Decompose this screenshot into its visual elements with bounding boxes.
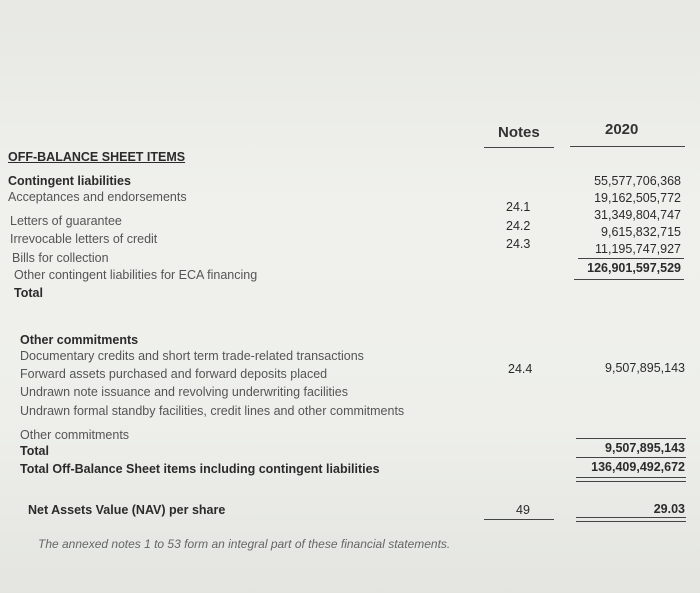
contingent-row-label: Acceptances and endorsements bbox=[8, 190, 187, 204]
contingent-liabilities-title: Contingent liabilities bbox=[8, 174, 131, 188]
contingent-row-label: Other contingent liabilities for ECA financing bbox=[14, 268, 258, 282]
grand-total-double-rule bbox=[576, 477, 686, 482]
contingent-row-value: 19,162,505,772 bbox=[594, 191, 681, 205]
other-total-value: 9,507,895,143 bbox=[605, 441, 685, 455]
contingent-row-value: 31,349,804,747 bbox=[594, 208, 681, 222]
contingent-total-value: 126,901,597,529 bbox=[587, 261, 681, 275]
grand-total-value: 136,409,492,672 bbox=[591, 460, 685, 474]
other-subtotal-rule bbox=[576, 438, 686, 439]
notes-header-rule bbox=[484, 147, 554, 148]
contingent-row-value: 11,195,747,927 bbox=[595, 242, 681, 256]
other-row-label: Undrawn formal standby facilities, credit lines and other commitments bbox=[20, 404, 405, 418]
other-row-note: 24.4 bbox=[508, 362, 533, 376]
contingent-row-value: 9,615,832,715 bbox=[601, 225, 681, 239]
nav-note-rule bbox=[484, 519, 554, 520]
other-row-label: Other commitments bbox=[20, 428, 130, 442]
contingent-row-note: 24.1 bbox=[506, 200, 531, 214]
other-total-label: Total bbox=[20, 444, 49, 458]
contingent-row-note: 24.2 bbox=[506, 219, 531, 233]
other-row-label: Forward assets purchased and forward deposits placed bbox=[20, 367, 328, 381]
section-title: OFF-BALANCE SHEET ITEMS bbox=[8, 150, 186, 164]
year-header-rule bbox=[570, 146, 685, 147]
nav-note: 49 bbox=[516, 503, 530, 517]
contingent-row-label: Irrevocable letters of credit bbox=[10, 232, 158, 246]
nav-label: Net Assets Value (NAV) per share bbox=[28, 503, 226, 517]
contingent-row-label: Letters of guarantee bbox=[10, 214, 122, 228]
nav-double-rule bbox=[576, 517, 686, 522]
contingent-subtotal-rule bbox=[578, 258, 684, 259]
footer-note: The annexed notes 1 to 53 form an integral part of these financial statements. bbox=[38, 537, 451, 551]
contingent-row-note: 24.3 bbox=[506, 237, 531, 251]
notes-column-header: Notes bbox=[498, 124, 540, 141]
nav-value: 29.03 bbox=[653, 502, 685, 516]
other-row-value: 9,507,895,143 bbox=[605, 361, 685, 375]
year-column-header: 2020 bbox=[605, 121, 639, 138]
contingent-total-label: Total bbox=[14, 286, 43, 300]
contingent-row-label: Bills for collection bbox=[12, 251, 109, 265]
other-row-label: Documentary credits and short term trade-related transactions bbox=[20, 349, 364, 363]
other-commitments-title: Other commitments bbox=[20, 333, 139, 347]
grand-total-label: Total Off-Balance Sheet items including contingent liabilities bbox=[20, 462, 380, 476]
other-row-label: Undrawn note issuance and revolving underwriting facilities bbox=[20, 385, 348, 399]
contingent-total-rule bbox=[574, 279, 684, 280]
contingent-row-value: 55,577,706,368 bbox=[594, 174, 681, 188]
other-total-rule bbox=[576, 457, 686, 458]
